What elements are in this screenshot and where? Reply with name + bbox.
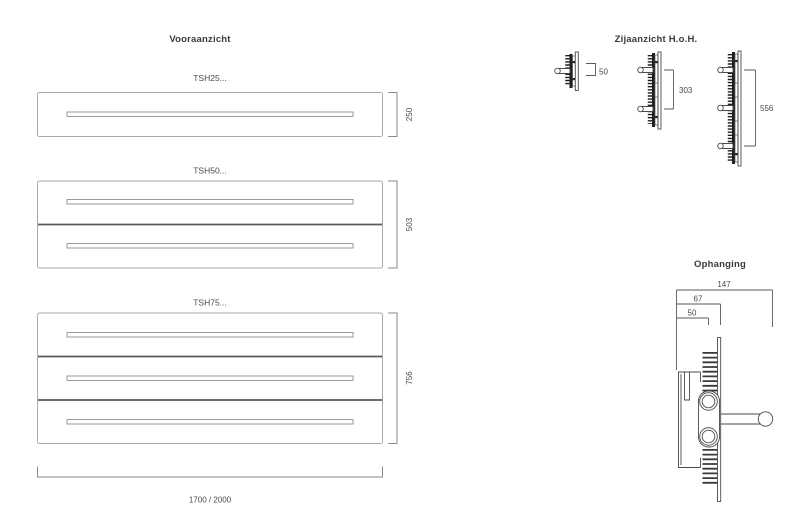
model-label-tsh50: TSH50... (193, 165, 227, 176)
connector-window (655, 83, 658, 97)
connector-tick (655, 61, 658, 63)
hoh-dimension-label: 556 (760, 104, 774, 113)
connector-tick (573, 78, 576, 80)
connector-tick (655, 116, 658, 118)
panel-slot (67, 112, 353, 117)
connector-window (735, 121, 738, 135)
side-profile-tsh25 (555, 52, 609, 91)
height-dimension-bracket (388, 93, 397, 137)
panel-slot (67, 200, 353, 205)
connector-tick (735, 60, 738, 62)
width-dimension-bracket (38, 467, 383, 478)
wall-rod-head (758, 412, 772, 426)
front-plate-edge (575, 52, 578, 91)
pipe-end (718, 105, 724, 111)
front-view-width-dimension (38, 467, 383, 505)
side-view-title: Zijaanzicht H.o.H. (614, 34, 698, 45)
model-label-tsh75: TSH75... (193, 297, 227, 308)
front-plate-edge (658, 52, 661, 129)
height-dimension-label: 250 (405, 107, 414, 122)
side-profile-tsh50 (638, 52, 693, 129)
mounting-dimensions (677, 280, 773, 370)
mounting-bracket-hook (685, 372, 690, 400)
dimension-50-lines (677, 318, 709, 325)
panel-slot (67, 376, 353, 381)
side-view-section (555, 34, 774, 166)
pipe-end (718, 143, 724, 149)
front-view-section (38, 34, 415, 505)
pipe-end (638, 67, 644, 73)
front-view-tsh50 (38, 166, 415, 269)
dimension-147-lines (677, 290, 773, 370)
panel-slot (67, 333, 353, 338)
panel-slot (67, 244, 353, 249)
mounting-title: Ophanging (694, 259, 746, 270)
connector-column (735, 54, 738, 162)
hoh-dimension-bracket (744, 70, 756, 146)
width-dimension-label: 1700 / 2000 (188, 495, 232, 505)
hoh-dimension-bracket (586, 64, 596, 76)
front-view-tsh75 (38, 298, 415, 444)
wall-rod (721, 414, 761, 424)
panel-slot (67, 420, 353, 425)
height-dimension-label: 756 (405, 371, 414, 385)
height-dimension-label: 503 (405, 217, 414, 232)
side-profile-tsh75 (718, 51, 774, 166)
front-plate-edge (738, 51, 741, 166)
hoh-dimension-bracket (664, 70, 674, 109)
connector-tick (735, 153, 738, 155)
hoh-dimension-label: 303 (679, 86, 693, 95)
height-dimension-bracket (388, 313, 397, 444)
connector-tick (573, 61, 576, 63)
model-label-tsh25: TSH25... (193, 73, 227, 83)
dimension-67-label: 67 (693, 294, 703, 304)
connector-window (735, 83, 738, 97)
dimension-67-lines (677, 304, 721, 325)
pipe-end (718, 67, 724, 73)
front-view-title: Vooraanzicht (169, 34, 231, 45)
dimension-147-label: 147 (717, 280, 731, 289)
fin-spine (652, 53, 655, 127)
height-dimension-bracket (388, 181, 397, 268)
mounting-cross-section (679, 338, 773, 502)
pipe-end (638, 106, 644, 112)
pipe-section-inner (702, 430, 715, 443)
front-view-tsh25 (38, 73, 415, 137)
dimension-50-label: 50 (687, 308, 697, 318)
pipe-section-inner (702, 395, 715, 408)
pipe-end (555, 68, 561, 74)
hoh-dimension-label: 50 (599, 67, 608, 77)
mounting-section (677, 259, 773, 502)
